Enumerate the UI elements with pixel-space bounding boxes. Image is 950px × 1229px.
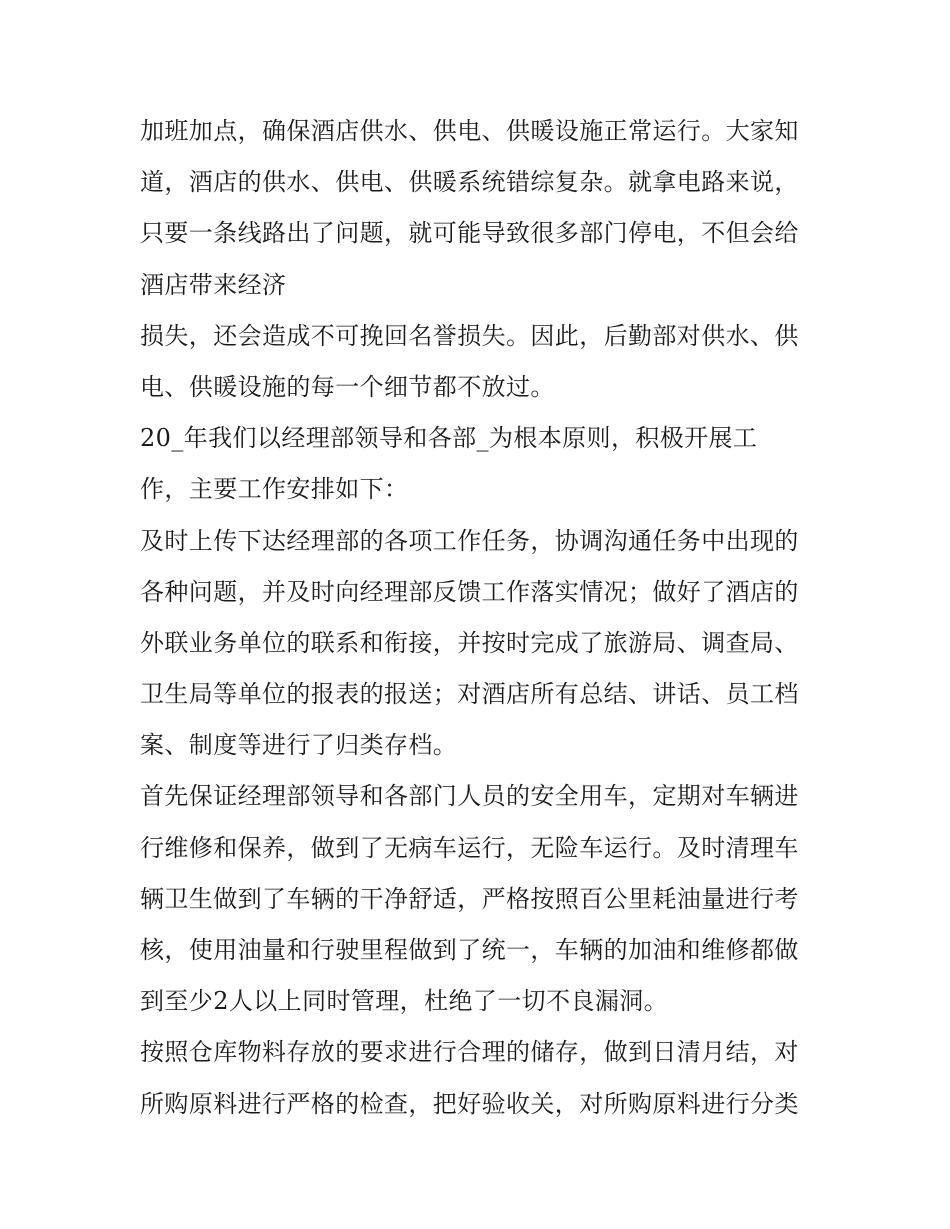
text-line: 电、供暖设施的每一个细节都不放过。: [140, 372, 555, 401]
text-line: 行维修和保养，做到了无病车运行，无险车运行。及时清理车: [140, 833, 799, 862]
text-line: 辆卫生做到了车辆的干净舒适，严格按照百公里耗油量进行考: [140, 884, 799, 913]
text-line: 首先保证经理部领导和各部门人员的安全用车，定期对车辆进: [140, 782, 799, 811]
body-text: [140, 106, 820, 1130]
text-line: 损失，还会造成不可挽回名誉损失。因此，后勤部对供水、供: [140, 321, 799, 350]
text-line: 酒店带来经济: [140, 270, 287, 299]
text-line: 20_年我们以经理部领导和各部_为根本原则，积极开展工: [140, 424, 758, 453]
text-line: 所购原料进行严格的检查，把好验收关，对所购原料进行分类: [140, 1089, 799, 1118]
text-line: 外联业务单位的联系和衔接，并按时完成了旅游局、调查局、: [140, 628, 799, 657]
text-line: 核，使用油量和行驶里程做到了统一，车辆的加油和维修都做: [140, 936, 799, 964]
text-line: 按照仓库物料存放的要求进行合理的储存，做到日清月结，对: [140, 1038, 799, 1067]
text-line: 各种问题，并及时向经理部反馈工作落实情况；做好了酒店的: [140, 577, 799, 606]
text-line: 到至少2人以上同时管理，杜绝了一切不良漏洞。: [140, 987, 669, 1016]
text-line: 及时上传下达经理部的各项工作任务，协调沟通任务中出现的: [140, 526, 799, 555]
text-line: 只要一条线路出了问题，就可能导致很多部门停电，不但会给: [140, 219, 799, 248]
text-line: 加班加点，确保酒店供水、供电、供暖设施正常运行。大家知: [140, 117, 799, 145]
text-line: 卫生局等单位的报表的报送；对酒店所有总结、讲话、员工档: [140, 680, 799, 709]
text-line: 道，酒店的供水、供电、供暖系统错综复杂。就拿电路来说，: [140, 168, 799, 197]
text-line: 作，主要工作安排如下：: [140, 475, 409, 504]
text-line: 案、制度等进行了归类存档。: [140, 731, 458, 760]
